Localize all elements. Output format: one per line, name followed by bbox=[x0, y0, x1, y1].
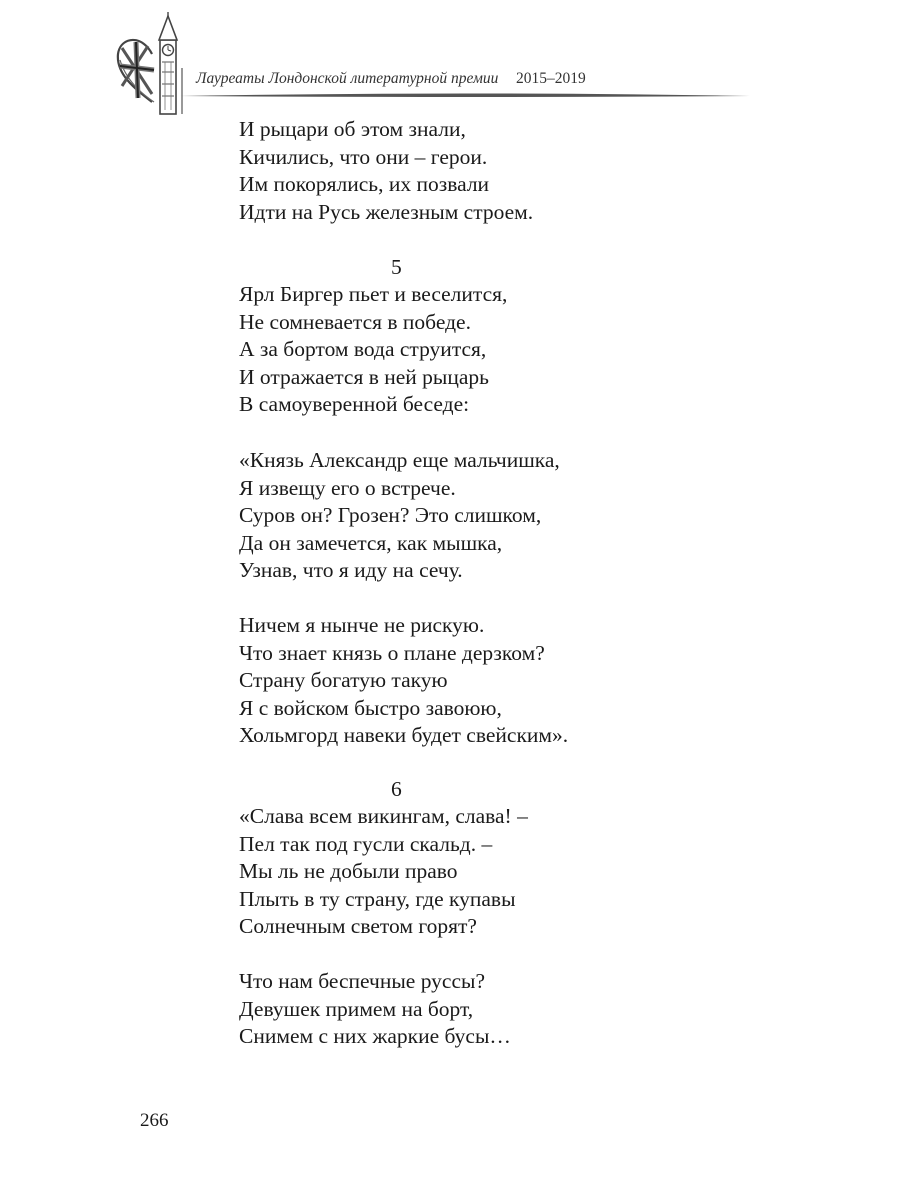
verse-line: Ярл Биргер пьет и веселится, bbox=[239, 282, 508, 306]
verse-line: Не сомневается в победе. bbox=[239, 309, 471, 334]
verse-line: Мы ль не добыли право bbox=[239, 859, 458, 883]
verse-line: Ничем я нынче не рискую. bbox=[239, 613, 485, 637]
stanza bbox=[239, 447, 560, 585]
verse-line: В самоуверенной беседе: bbox=[239, 392, 470, 416]
verse-line: Суров он? Грозен? Это слишком, bbox=[239, 503, 542, 527]
verse-line: И рыцари об этом знали, bbox=[239, 117, 466, 141]
verse-line: Девушек примем на борт, bbox=[239, 996, 474, 1021]
verse-line: Что знает князь о плане дерзком? bbox=[239, 640, 545, 665]
verse-line: Страну богатую такую bbox=[239, 668, 448, 692]
verse-line: Идти на Русь железным строем. bbox=[239, 199, 534, 224]
section-number: 5 bbox=[391, 255, 402, 279]
stanza bbox=[239, 281, 507, 419]
stanza bbox=[239, 116, 533, 226]
verse-line: Снимем с них жаркие бусы… bbox=[239, 1024, 511, 1048]
verse-line: Им покорялись, их позвали bbox=[239, 172, 490, 196]
verse-line: «Слава всем викингам, слава! – bbox=[239, 804, 528, 828]
section-number: 6 bbox=[391, 777, 402, 801]
stanza bbox=[239, 612, 568, 750]
verse-line: Солнечным светом горят? bbox=[239, 914, 477, 938]
verse-line: Что нам беспечные руссы? bbox=[239, 969, 486, 993]
verse-line: Плыть в ту страну, где купавы bbox=[239, 886, 516, 911]
verse-line: Я извещу его о встрече. bbox=[239, 475, 456, 500]
verse-line: А за бортом вода струится, bbox=[239, 337, 487, 361]
running-header-title: Лауреаты Лондонской литературной премии bbox=[196, 70, 499, 87]
verse-line: Кичились, что они – герои. bbox=[239, 144, 488, 169]
stanza bbox=[239, 803, 528, 941]
verse-line: Хольмгорд навеки будет свейским». bbox=[239, 723, 569, 747]
running-header-years: 2015–2019 bbox=[516, 70, 586, 87]
big-ben-heart-logo-icon bbox=[112, 10, 192, 116]
header-rule-divider bbox=[180, 92, 750, 100]
verse-line: Да он замечется, как мышка, bbox=[239, 530, 503, 555]
verse-line: Пел так под гусли скальд. – bbox=[239, 831, 493, 856]
verse-line: Узнав, что я иду на сечу. bbox=[239, 558, 463, 582]
verse-line: И отражается в ней рыцарь bbox=[239, 364, 489, 389]
verse-line: Я с войском быстро завоюю, bbox=[239, 695, 502, 720]
verse-line: «Князь Александр еще мальчишка, bbox=[239, 448, 560, 472]
stanza bbox=[239, 968, 511, 1051]
page-number: 266 bbox=[140, 1110, 169, 1131]
